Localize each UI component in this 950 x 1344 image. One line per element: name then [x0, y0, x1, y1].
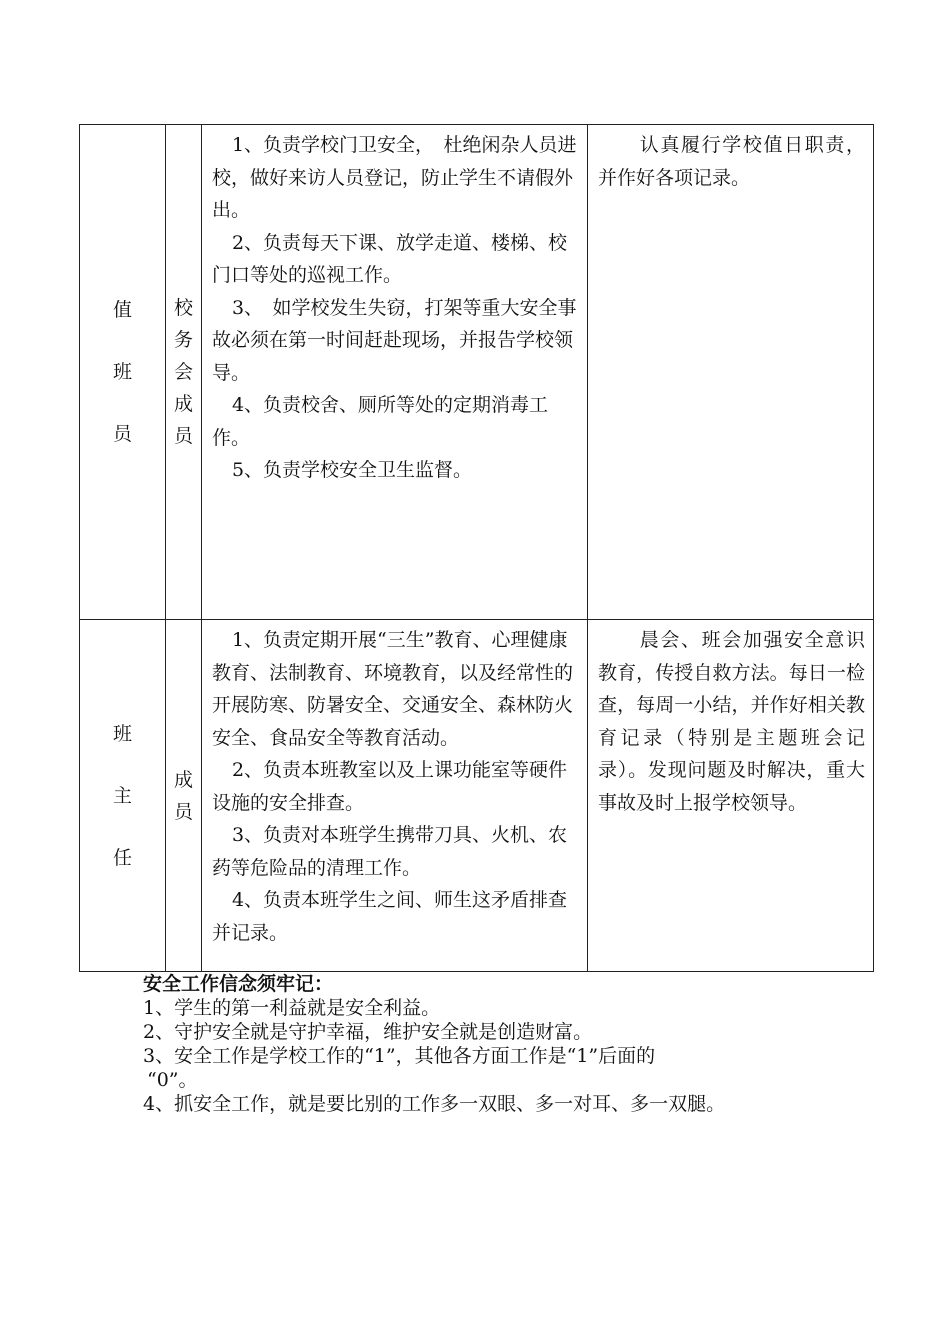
group-char: 成 — [173, 393, 193, 415]
duty-item: 1、负责定期开展“三生”教育、心理健康教育、法制教育、环境教育，以及经常性的开展防寒、防暑安全、交通安全、森林防火安全、食品安全等教育活动。 — [212, 629, 574, 749]
motto-item: 3、安全工作是学校工作的“1”，其他各方面工作是“1”后面的 — [143, 1045, 656, 1067]
duty-item: 5、负责学校安全卫生监督。 — [231, 459, 473, 481]
motto-heading: 安全工作信念须牢记： — [143, 973, 334, 995]
duty-item: 2、负责本班教室以及上课功能室等硬件设施的安全排查。 — [212, 759, 568, 814]
duty-item: 2、负责每天下课、放学走道、楼梯、校门口等处的巡视工作。 — [212, 231, 568, 286]
role-char: 任 — [112, 846, 132, 869]
role-char: 班 — [112, 361, 132, 383]
duties-cell — [202, 125, 588, 620]
role-char: 值 — [112, 299, 132, 321]
group-char: 会 — [173, 361, 193, 383]
group-char: 校 — [173, 297, 193, 319]
table-row — [80, 620, 874, 972]
group-char: 员 — [173, 800, 193, 823]
duty-item: 3、 如学校发生失窃，打架等重大安全事故必须在第一时间赶赴现场，并报告学校领导。 — [212, 296, 577, 384]
note-cell: 晨会、班会加强安全意识教育，传授自救方法。每日一检查，每周一小结，并作好相关教育记录（特别是主题班会记录）。发现问题及时解决，重大事故及时上报学校领导。 — [588, 620, 874, 972]
group-cell — [166, 125, 202, 620]
motto-item: “0”。 — [147, 1069, 198, 1091]
duty-item: 4、负责本班学生之间、师生这矛盾排查并记录。 — [212, 889, 568, 944]
group-char: 务 — [173, 329, 193, 351]
role-char: 员 — [112, 423, 132, 445]
role-cell — [80, 620, 166, 972]
duty-item: 4、负责校舍、厕所等处的定期消毒工作。 — [212, 394, 549, 449]
motto-item: 4、抓安全工作，就是要比别的工作多一双眼、多一对耳、多一双腿。 — [143, 1093, 726, 1115]
duties-cell — [202, 620, 588, 972]
duty-table — [79, 124, 874, 972]
motto-section — [143, 972, 833, 1116]
duty-item: 1、负责学校门卫安全， 杜绝闲杂人员进校，做好来访人员登记，防止学生不请假外出。 — [212, 134, 577, 221]
motto-item: 2、守护安全就是守护幸福，维护安全就是创造财富。 — [143, 1021, 593, 1043]
role-char: 主 — [112, 784, 132, 807]
group-char: 成 — [173, 768, 193, 791]
table-row — [80, 125, 874, 620]
role-cell — [80, 125, 166, 620]
group-char: 员 — [173, 425, 193, 447]
group-cell — [166, 620, 202, 972]
motto-item: 1、学生的第一利益就是安全利益。 — [143, 997, 441, 1019]
role-char: 班 — [112, 722, 132, 745]
note-cell: 认真履行学校值日职责，并作好各项记录。 — [588, 125, 874, 620]
duty-item: 3、负责对本班学生携带刀具、火机、农药等危险品的清理工作。 — [212, 824, 568, 879]
